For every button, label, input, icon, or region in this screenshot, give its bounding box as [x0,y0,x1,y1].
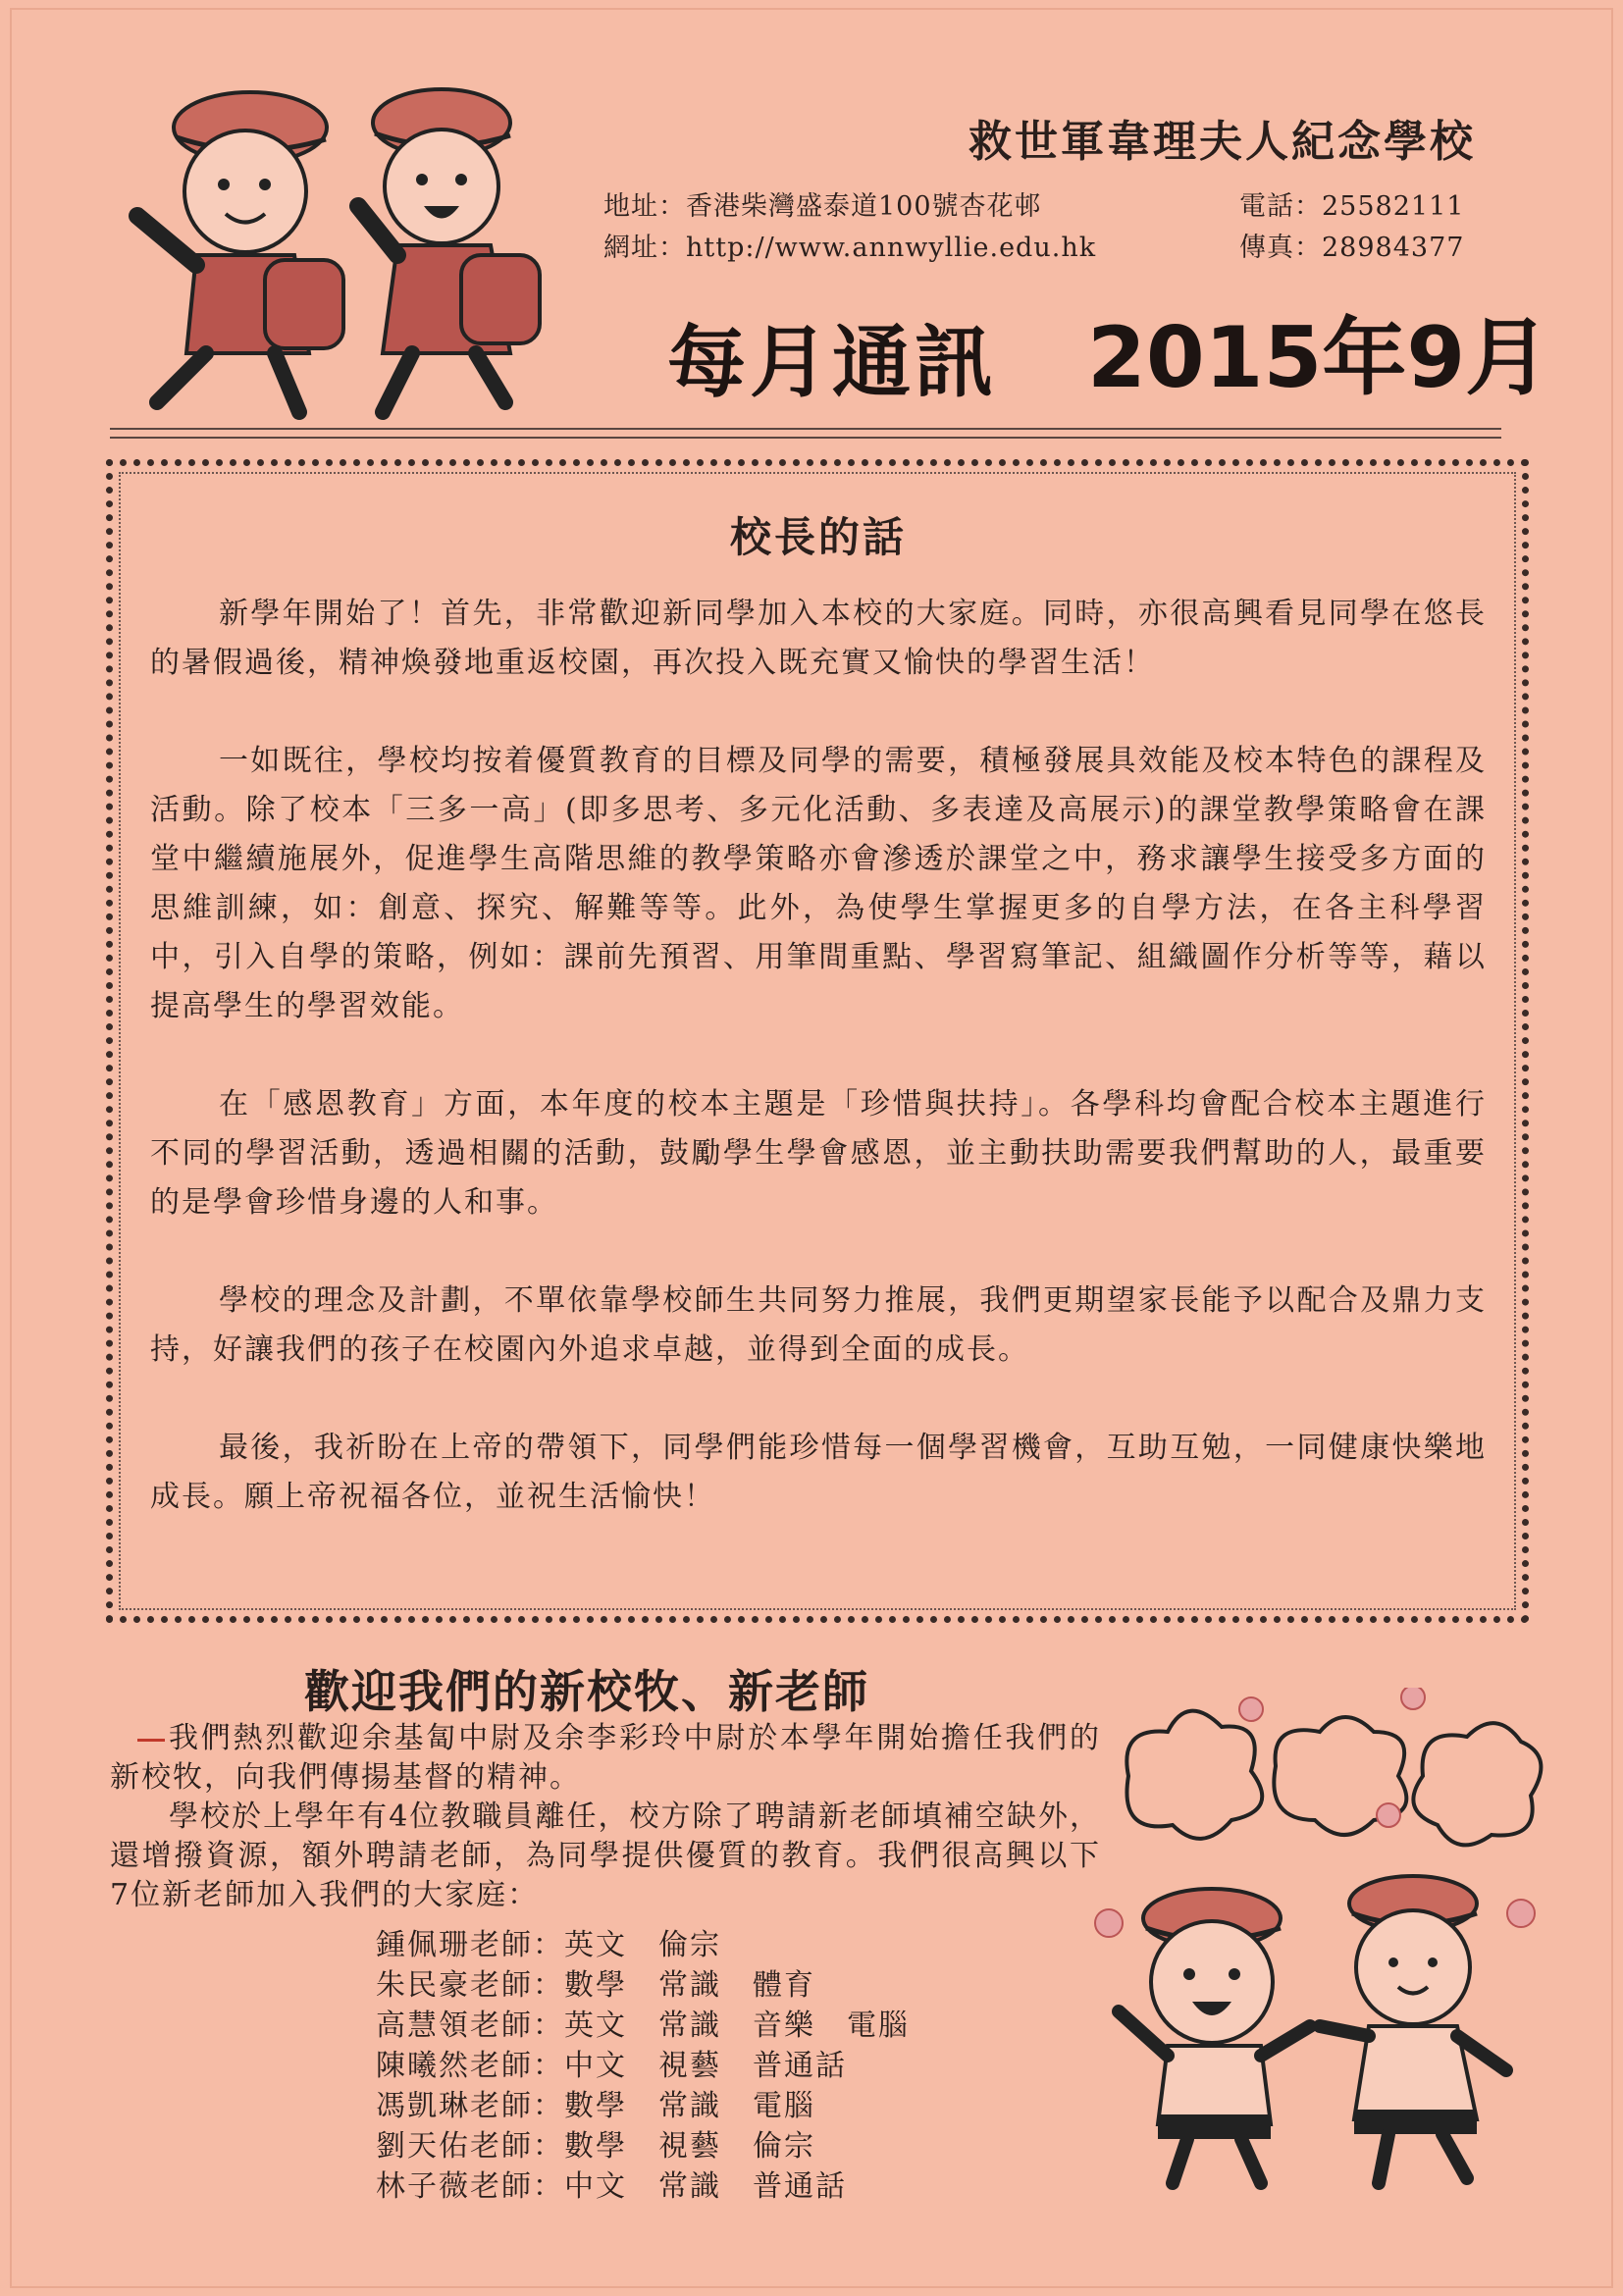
teacher-row [376,2086,910,2126]
teacher-subjects: 中文 常識 普通話 [564,2169,847,2204]
separator: ： [533,2169,564,2204]
teacher-name: 鍾佩珊老師 [376,1928,533,1962]
principal-message-body [150,466,1487,1571]
welcome-paragraph: 我們熱烈歡迎余基匐中尉及余李彩玲中尉於本學年開始擔任我們的新校牧，向我們傳揚基督的精神。 [110,1721,1101,1795]
teacher-name: 馮凱琳老師 [376,2089,533,2123]
teacher-subjects: 英文 倫宗 [564,1928,721,1962]
principal-message-box [106,459,1529,1623]
principal-message-title: 校長的話 [729,513,907,561]
separator: ： [533,1968,564,2003]
school-address: 地址：香港柴灣盛泰道100號杏花邨 [603,191,1042,222]
teacher-subjects: 英文 常識 音樂 電腦 [564,2009,910,2043]
separator: ： [533,2049,564,2083]
principal-paragraph: 學校的理念及計劃，不單依靠學校師生共同努力推展，我們更期望家長能予以配合及鼎力支持，好讓我們的孩子在校園內外追求卓越，並得到全面的成長。 [150,1283,1487,1367]
welcome-section-body [110,1719,1101,1915]
principal-paragraph: 一如既往，學校均按着優質教育的目標及同學的需要，積極發展具效能及校本特色的課程及活動。除了校本「三多一高」(即多思考、多元化活動、多表達及高展示)的課堂教學策略會在課堂中繼續施展外，促進學生高階思維的教學策略亦會滲透於課堂之中，務求讓學生接受多方面的思維訓練，如：創意、探究、解難等等。此外，為使學生掌握更多的自學方法，在各主科學習中，引入自學的策略，例如：課前先預習、用筆間重點、學習寫筆記、組織圖作分析等等，藉以提高學生的學習效能。 [150,744,1487,1023]
header-divider [110,428,1501,439]
principal-paragraph: 在「感恩教育」方面，本年度的校本主題是「珍惜與扶持」。各學科均會配合校本主題進行不同的學習活動，透過相關的活動，鼓勵學生學會感恩，並主動扶助需要我們幫助的人，最重要的是學會珍惜身邊的人和事。 [150,1087,1487,1220]
teacher-row [376,1965,910,2006]
separator: ： [533,2089,564,2123]
teacher-name: 林子薇老師 [376,2169,533,2204]
teacher-row [376,2166,910,2207]
kids-illustration-top [118,69,579,442]
teacher-subjects: 數學 常識 體育 [564,1968,815,2003]
school-name: 救世軍韋理夫人紀念學校 [969,117,1476,167]
new-teacher-list [376,1925,910,2207]
separator: ： [533,2129,564,2164]
newsletter-header [0,0,1623,442]
school-fax: 傳真：28984377 [1239,233,1465,263]
teacher-subjects: 數學 視藝 倫宗 [564,2129,815,2164]
teacher-name: 朱民豪老師 [376,1968,533,2003]
teacher-subjects: 數學 常識 電腦 [564,2089,815,2123]
principal-paragraph: 最後，我祈盼在上帝的帶領下，同學們能珍惜每一個學習機會，互助互勉，一同健康快樂地成長。願上帝祝福各位，並祝生活愉快！ [150,1431,1487,1514]
school-website: 網址：http://www.annwyllie.edu.hk [603,233,1097,263]
teacher-subjects: 中文 視藝 普通話 [564,2049,847,2083]
issue-date: 2015年9月 [1087,309,1550,407]
separator: ： [533,2009,564,2043]
teacher-row [376,2046,910,2086]
kids-illustration-bottom [1089,1688,1550,2198]
school-phone: 電話：25582111 [1239,191,1465,222]
welcome-paragraph: 學校於上學年有4位教職員離任，校方除了聘請新老師填補空缺外，還增撥資源，額外聘請老師，為同學提供優質的教育。我們很高興以下7位新老師加入我們的大家庭： [110,1800,1101,1912]
teacher-row [376,2006,910,2046]
welcome-section-title: 歡迎我們的新校牧、新老師 [304,1665,869,1718]
teacher-row [376,2126,910,2166]
teacher-name: 劉天佑老師 [376,2129,533,2164]
newsletter-title: 每月通訊 [667,317,997,408]
teacher-name: 陳曦然老師 [376,2049,533,2083]
teacher-name: 高慧領老師 [376,2009,533,2043]
separator: ： [533,1928,564,1962]
principal-paragraph: 新學年開始了！首先，非常歡迎新同學加入本校的大家庭。同時，亦很高興看見同學在悠長的暑假過後，精神煥發地重返校園，再次投入既充實又愉快的學習生活！ [150,597,1487,680]
teacher-row [376,1925,910,1965]
